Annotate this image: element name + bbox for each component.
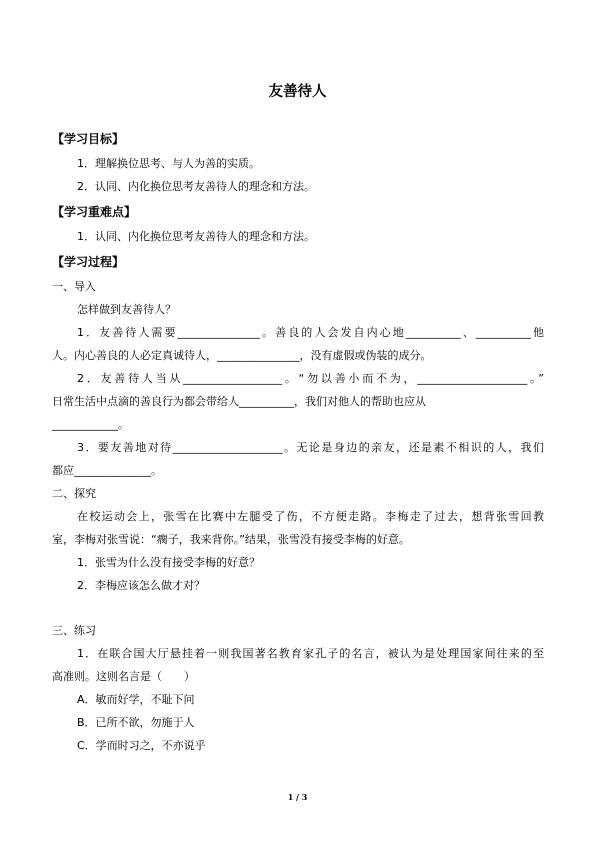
practice-option-c: C．学而时习之，不亦说乎 xyxy=(77,739,206,752)
practice-option-b: B．已所不欲，勿施于人 xyxy=(77,716,195,729)
subsection-explore-heading: 二、探究 xyxy=(52,487,96,500)
intro-q1-line2: 人。内心善良的人必定真诚待人，_______________，没有虚假或伪装的成分。 xyxy=(52,349,432,362)
explore-question-1: 1．张雪为什么没有接受李梅的好意？ xyxy=(77,556,260,569)
explore-question-2: 2．李梅应该怎么做才对？ xyxy=(77,579,205,592)
intro-q3-line2: 都应______________。 xyxy=(52,464,162,477)
document-body xyxy=(52,128,544,757)
practice-q1-line1: 1．在联合国大厅悬挂着一则我国著名教育家孔子的名言，被认为是处理国家间往来的至 xyxy=(77,647,544,660)
intro-question: 怎样做到友善待人？ xyxy=(77,303,176,316)
spacer xyxy=(52,597,544,619)
section-heading-process: 【学习过程】 xyxy=(52,255,125,269)
practice-option-a: A．敏而好学，不耻下问 xyxy=(77,693,195,706)
intro-q2-line1: 2．友善待人当从__________________。“勿以善小而不为，____________________。” xyxy=(77,372,544,385)
key-point-item-1: 1．认同、内化换位思考友善待人的理念和方法。 xyxy=(77,230,315,243)
subsection-practice-heading: 三、练习 xyxy=(52,624,96,637)
goal-item-1: 1．理解换位思考、与人为善的实质。 xyxy=(77,157,260,170)
explore-story-line1: 在校运动会上，张雪在比赛中左腿受了伤，不方便走路。李梅走了过去，想背张雪回教 xyxy=(77,510,544,523)
practice-q1-line2: 高准则。这则名言是（ ） xyxy=(52,670,195,683)
page-title: 友善待人 xyxy=(268,84,327,100)
intro-q1-line1: 1．友善待人需要_______________。善良的人会发自内心地__________、__________他 xyxy=(77,326,544,339)
intro-q3-line1: 3．要友善地对待____________________。无论是身边的亲友，还是素不相识的人，我们 xyxy=(77,441,544,454)
section-heading-goals: 【学习目标】 xyxy=(52,132,125,146)
subsection-intro-heading: 一、导入 xyxy=(52,280,96,293)
section-heading-key-points: 【学习重难点】 xyxy=(52,205,137,219)
goal-item-2: 2．认同、内化换位思考友善待人的理念和方法。 xyxy=(77,180,315,193)
intro-q2-line2: 日常生活中点滴的善良行为都会带给人__________，我们对他人的帮助也应从 xyxy=(52,395,426,408)
intro-q2-line3: ____________。 xyxy=(52,418,129,431)
explore-story-line2: 室，李梅对张雪说：“瘸子，我来背你。”结果，张雪没有接受李梅的好意。 xyxy=(52,533,410,546)
page-number: 1 / 3 xyxy=(287,792,308,802)
